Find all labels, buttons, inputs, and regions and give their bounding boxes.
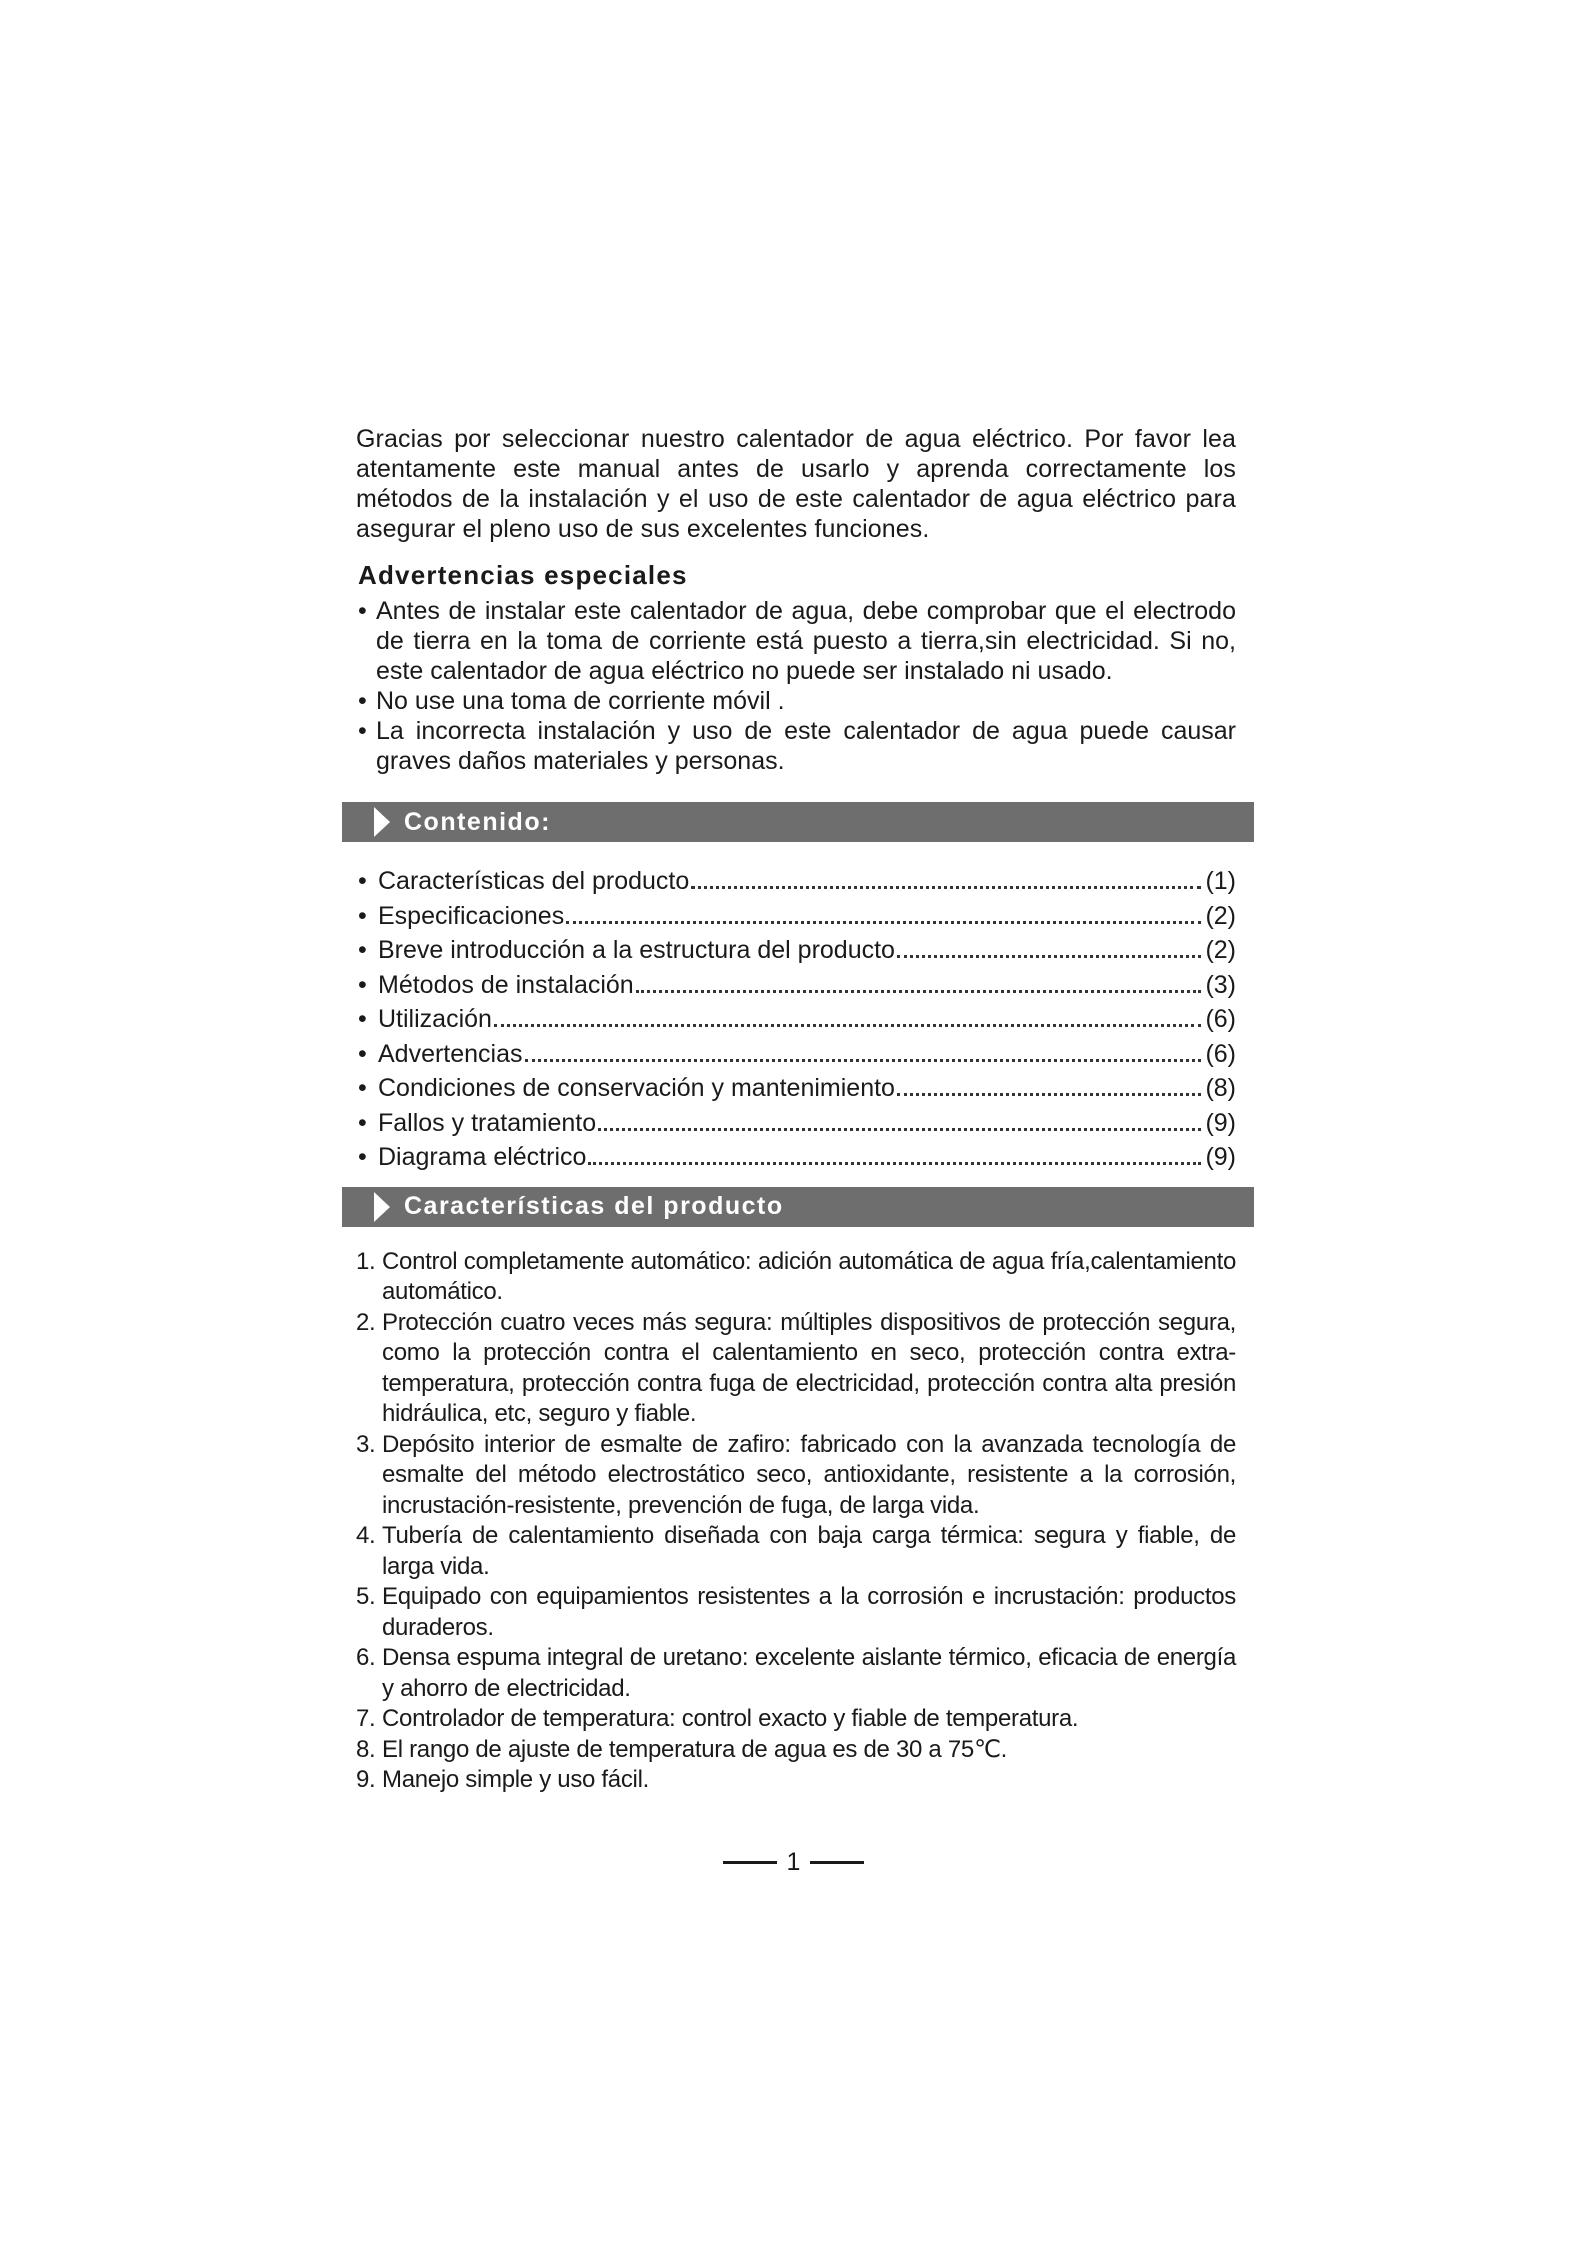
toc-page: (6) xyxy=(1205,1005,1236,1033)
dot-leader xyxy=(566,921,1201,924)
toc-page: (2) xyxy=(1205,936,1236,964)
feature-text: Densa espuma integral de uretano: excelente aislante térmico, eficacia de energía y ahorro de electricidad. xyxy=(382,1644,1236,1702)
intro-paragraph: Gracias por seleccionar nuestro calentador de agua eléctrico. Por favor lea atentamente este manual antes de usarlo y aprenda correctamente los métodos de la instalación y el uso de este calentador de agua eléctrico para asegurar el pleno uso de sus excelentes funciones. xyxy=(356,425,1236,543)
footer-rule-left xyxy=(723,1861,777,1864)
toc-label: Condiciones de conservación y mantenimiento xyxy=(378,1074,895,1102)
toc-item xyxy=(356,933,1236,968)
feature-number: 7. xyxy=(356,1705,376,1732)
feature-item xyxy=(356,1247,1236,1308)
features-header xyxy=(342,1187,1254,1227)
toc-item xyxy=(356,1106,1236,1141)
warning-item: • Antes de instalar este calentador de agua, debe comprobar que el electrodo de tierra en la toma de corriente está puesto a tierra,sin electricidad. Si no, este calentador de agua eléctrico no puede ser instalado ni usado. xyxy=(356,596,1236,686)
bullet-icon: • xyxy=(358,867,367,895)
toc-page: (2) xyxy=(1205,901,1236,930)
bullet-icon: • xyxy=(358,1143,367,1171)
dot-leader xyxy=(588,1162,1201,1165)
toc-item xyxy=(356,864,1236,899)
toc-item xyxy=(356,1071,1236,1106)
manual-page xyxy=(356,424,1236,1796)
toc-page: (3) xyxy=(1205,970,1236,999)
feature-item xyxy=(356,1430,1236,1522)
feature-number: 5. xyxy=(356,1583,376,1610)
feature-item xyxy=(356,1582,1236,1643)
feature-number: 8. xyxy=(356,1735,376,1763)
bullet-icon: • xyxy=(358,936,367,964)
feature-number: 4. xyxy=(356,1522,376,1549)
contents-title: Contenido: xyxy=(404,807,551,836)
table-of-contents xyxy=(356,864,1236,1175)
dot-leader xyxy=(494,1024,1202,1027)
toc-item xyxy=(356,1140,1236,1175)
toc-item xyxy=(356,1037,1236,1072)
dot-leader xyxy=(897,1093,1201,1096)
feature-text: Controlador de temperatura: control exacto y fiable de temperatura. xyxy=(382,1705,1079,1732)
triangle-right-icon xyxy=(374,807,390,837)
toc-page: (6) xyxy=(1205,1039,1236,1068)
toc-label: Especificaciones xyxy=(378,901,565,930)
dot-leader xyxy=(691,886,1201,889)
toc-item xyxy=(356,968,1236,1003)
toc-label: Breve introducción a la estructura del producto xyxy=(378,936,895,964)
toc-label: Características del producto xyxy=(378,867,690,895)
toc-label: Utilización xyxy=(378,1005,492,1033)
toc-page: (8) xyxy=(1205,1074,1236,1102)
feature-item xyxy=(356,1521,1236,1582)
dot-leader xyxy=(598,1128,1201,1131)
feature-item xyxy=(356,1308,1236,1430)
feature-item xyxy=(356,1765,1236,1796)
dot-leader xyxy=(897,955,1201,958)
feature-number: 3. xyxy=(356,1430,376,1458)
feature-item xyxy=(356,1735,1236,1766)
feature-text: El rango de ajuste de temperatura de agua es de 30 a 75℃. xyxy=(382,1735,1007,1763)
footer-rule-right xyxy=(810,1861,864,1864)
page-number: 1 xyxy=(786,1848,801,1876)
bullet-icon: • xyxy=(358,1005,367,1033)
toc-item xyxy=(356,899,1236,934)
feature-number: 9. xyxy=(356,1766,376,1793)
feature-text: Control completamente automático: adición automática de agua fría,calentamiento automático. xyxy=(382,1247,1236,1305)
bullet-icon: • xyxy=(358,1108,367,1137)
feature-number: 6. xyxy=(356,1644,376,1671)
feature-number: 1. xyxy=(356,1247,376,1275)
contents-header xyxy=(342,802,1254,842)
toc-page: (9) xyxy=(1205,1143,1236,1171)
toc-label: Diagrama eléctrico xyxy=(378,1143,587,1171)
toc-label: Métodos de instalación xyxy=(378,970,634,999)
dot-leader xyxy=(525,1059,1202,1062)
toc-label: Fallos y tratamiento xyxy=(378,1108,597,1137)
feature-item xyxy=(356,1643,1236,1704)
toc-item xyxy=(356,1002,1236,1037)
warning-item: • No use una toma de corriente móvil . xyxy=(356,686,1236,716)
feature-number: 2. xyxy=(356,1308,376,1336)
warnings-list xyxy=(356,596,1236,776)
bullet-icon: • xyxy=(358,970,367,999)
feature-item xyxy=(356,1704,1236,1735)
bullet-icon: • xyxy=(358,1039,367,1068)
triangle-right-icon xyxy=(374,1192,390,1222)
feature-text: Tubería de calentamiento diseñada con baja carga térmica: segura y fiable, de larga vida. xyxy=(382,1522,1236,1580)
dot-leader xyxy=(636,990,1202,993)
bullet-icon: • xyxy=(358,901,367,930)
features-list xyxy=(356,1247,1236,1796)
warnings-title: Advertencias especiales xyxy=(358,560,688,590)
toc-page: (1) xyxy=(1205,867,1236,895)
feature-text: Depósito interior de esmalte de zafiro: fabricado con la avanzada tecnología de esmalte del método electrostático seco, antioxidante, resistente a la corrosión, incrustación-resistente, prevención de fuga, de larga vida. xyxy=(382,1430,1236,1519)
page-footer xyxy=(0,1848,1587,1877)
feature-text: Manejo simple y uso fácil. xyxy=(382,1766,649,1793)
feature-text: Equipado con equipamientos resistentes a la corrosión e incrustación: productos duraderos. xyxy=(382,1583,1236,1641)
bullet-icon: • xyxy=(358,1074,367,1102)
warning-item: • La incorrecta instalación y uso de este calentador de agua puede causar graves daños materiales y personas. xyxy=(356,716,1236,776)
toc-page: (9) xyxy=(1205,1108,1236,1137)
toc-label: Advertencias xyxy=(378,1039,523,1068)
feature-text: Protección cuatro veces más segura: múltiples dispositivos de protección segura, como la protección contra el calentamiento en seco, protección contra extra-temperatura, protección contra fuga de electricidad, protección contra alta presión hidráulica, etc, seguro y fiable. xyxy=(382,1308,1236,1427)
features-title: Características del producto xyxy=(404,1192,784,1220)
